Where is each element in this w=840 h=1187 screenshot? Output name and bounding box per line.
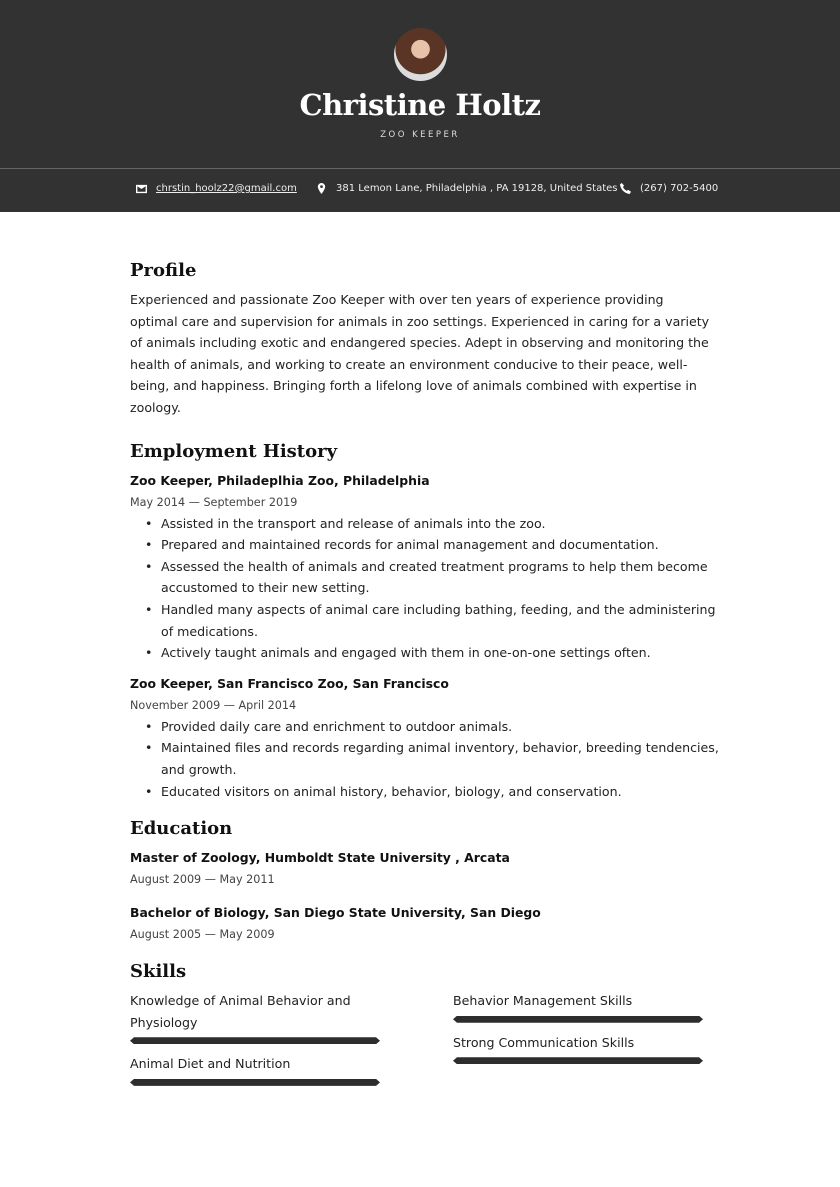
job-title: Zoo Keeper, San Francisco Zoo, San Francisco [130,675,449,691]
avatar [394,28,447,81]
list-item: • Maintained files and records regarding animal inventory, behavior, breeding tendencies, and growth. [130,737,720,780]
resume-header [0,0,840,168]
address-text: 381 Lemon Lane, Philadelphia , PA 19128, United States [336,183,618,194]
degree-title: Bachelor of Biology, San Diego State University, San Diego [130,905,541,921]
degree-dates: August 2005 — May 2009 [130,928,275,942]
education-entry [130,847,720,890]
candidate-name: Christine Holtz [299,88,541,122]
contact-phone [620,183,718,194]
job-bullets [130,716,720,802]
phone-text: (267) 702-5400 [640,183,719,194]
location-pin-icon [316,183,327,194]
resume-body [130,258,720,1109]
skill-level-bar [453,1016,703,1023]
profile-section [130,258,720,419]
contact-address [316,183,618,194]
education-entry [130,902,720,945]
job-bullets [130,513,720,664]
skill-item [130,1053,380,1086]
skills-section [130,959,720,1095]
list-item: • Assessed the health of animals and created treatment programs to help them become accustomed to their new setting. [130,556,720,599]
skill-level-bar [453,1057,703,1064]
candidate-role: ZOO KEEPER [380,130,460,140]
job-dates: May 2014 — September 2019 [130,495,298,509]
job-dates: November 2009 — April 2014 [130,698,297,712]
section-heading: Profile [130,260,197,281]
phone-icon [620,183,631,194]
email-link[interactable]: chrstin_hoolz22@gmail.com [156,183,297,194]
degree-title: Master of Zoology, Humboldt State University , Arcata [130,850,510,866]
section-heading: Education [130,818,233,840]
contact-bar [0,168,840,212]
degree-dates: August 2009 — May 2011 [130,873,275,887]
skill-name: Animal Diet and Nutrition [130,1056,291,1072]
skill-name: Behavior Management Skills [453,993,633,1009]
employment-section [130,439,720,803]
list-item: • Handled many aspects of animal care including bathing, feeding, and the administering of medications. [130,599,720,642]
profile-text: Experienced and passionate Zoo Keeper with over ten years of experience providing optimal care and supervision for animals in zoo settings. Experienced in caring for a variety of animals including exotic and endangered species. Adept in observing and monitoring the health of animals, and working to create an environment conducive to their peace, well-being, and happiness. Bringing forth a lifelong love of animals combined with expertise in zoology. [130,292,710,415]
list-item: • Prepared and maintained records for animal management and documentation. [130,534,720,556]
skill-name: Strong Communication Skills [453,1034,635,1050]
contact-email [136,183,297,194]
list-item: • Actively taught animals and engaged with them in one-on-one settings often. [130,642,720,664]
list-item: • Provided daily care and enrichment to outdoor animals. [130,716,720,738]
section-heading: Skills [130,961,187,983]
skill-item [453,990,703,1023]
skill-item [130,990,380,1044]
section-heading: Employment History [130,440,338,462]
job-entry [130,673,720,802]
mail-icon [136,183,147,194]
skill-item [453,1032,703,1065]
skill-level-bar [130,1037,380,1044]
list-item: • Assisted in the transport and release of animals into the zoo. [130,513,720,535]
skill-level-bar [130,1079,380,1086]
job-entry [130,470,720,664]
job-title: Zoo Keeper, Philadeplhia Zoo, Philadelphia [130,472,430,488]
list-item: • Educated visitors on animal history, behavior, biology, and conservation. [130,781,720,803]
education-section [130,816,720,945]
skill-name: Knowledge of Animal Behavior and Physiology [130,993,351,1030]
